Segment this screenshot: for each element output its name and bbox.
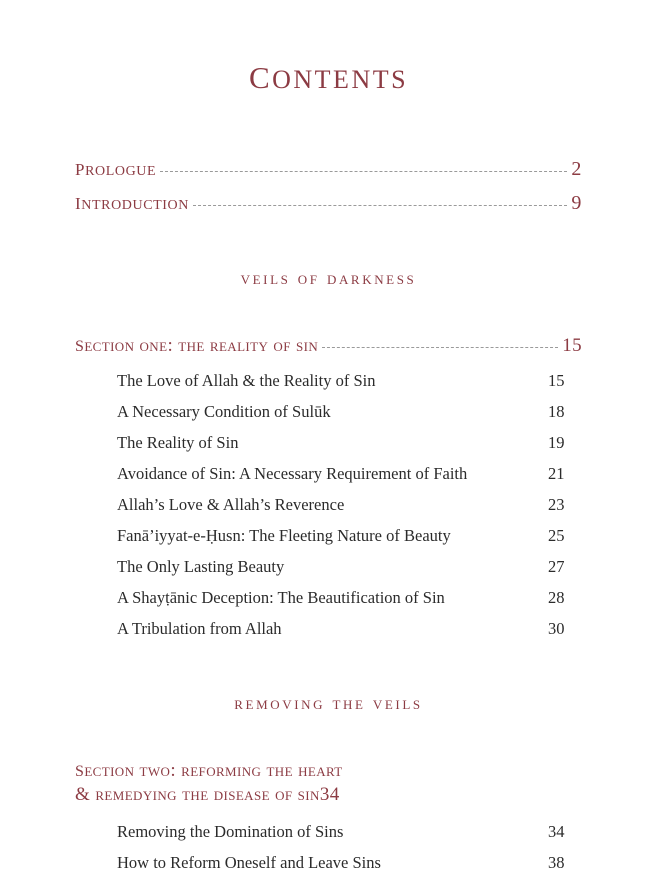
toc-entry-label: Removing the Domination of Sins [117,822,344,841]
list-item[interactable] [75,495,582,515]
section-one-entries [75,371,582,639]
dot-leader [322,347,558,348]
toc-entry-label: A Necessary Condition of Sulūk [117,402,331,421]
list-item[interactable] [75,619,582,639]
section-two-block [75,756,582,873]
toc-entry-page: 23 [548,495,565,514]
list-item[interactable] [75,464,582,484]
dot-leader [160,171,567,172]
part-two [75,693,582,873]
toc-entry-page: 21 [548,464,565,483]
toc-entry-page: 19 [548,433,565,452]
toc-entry-label: introduction [75,189,189,215]
toc-entry-label: The Only Lasting Beauty [117,557,285,576]
toc-entry-page: 27 [548,557,565,576]
toc-entry-prologue[interactable] [75,155,582,182]
toc-entry-page: 34 [548,822,565,841]
toc-entry-label: Allah’s Love & Allah’s Reverence [117,495,345,514]
section-one-block [75,331,582,639]
toc-entry-label: The Reality of Sin [117,433,239,452]
toc-entry-label: A Shayṭānic Deception: The Beautification of Sin [117,588,445,607]
toc-section-two[interactable] [75,756,582,806]
toc-section-label: section one: the reality of sin [75,331,319,356]
toc-section-page: 15 [562,335,582,356]
toc-entry-page: 28 [548,588,565,607]
toc-entry-label: Fanā’iyyat-e-Ḥusn: The Fleeting Nature of Beauty [117,526,451,545]
frontmatter-list [75,155,582,216]
toc-entry-page: 25 [548,526,565,545]
section-two-entries [75,822,582,873]
list-item[interactable] [75,526,582,546]
toc-section-page: 34 [319,784,340,805]
list-item[interactable] [75,433,582,453]
toc-entry-page: 30 [548,619,565,638]
part-heading-removing-the-veils: removing the veils [234,693,423,714]
toc-entry-page: 9 [571,192,582,214]
list-item[interactable] [75,822,582,842]
list-item[interactable] [75,402,582,422]
toc-entry-page: 18 [548,402,565,421]
toc-entry-label: A Tribulation from Allah [117,619,282,638]
part-one [75,268,582,639]
list-item[interactable] [75,557,582,577]
toc-section-label-line1: section two: reforming the heart [75,756,343,781]
toc-entry-label: Avoidance of Sin: A Necessary Requirement of Faith [117,464,468,483]
toc-section-line2 [75,784,582,806]
dot-leader [193,205,567,206]
toc-entry-label: How to Reform Oneself and Leave Sins [117,853,381,872]
toc-entry-introduction[interactable] [75,189,582,216]
toc-entry-page: 38 [548,853,565,872]
toc-entry-label: The Love of Allah & the Reality of Sin [117,371,376,390]
toc-entry-page: 15 [548,371,565,390]
list-item[interactable] [75,853,582,873]
page-title: contents [248,49,409,98]
part-heading-veils-of-darkness: veils of darkness [240,268,417,289]
list-item[interactable] [75,588,582,608]
toc-entry-page: 2 [571,158,582,180]
list-item[interactable] [75,371,582,391]
toc-section-one[interactable] [75,331,582,357]
toc-section-label-line2: & remedying the disease of sin [75,784,320,805]
toc-entry-label: prologue [75,155,157,181]
